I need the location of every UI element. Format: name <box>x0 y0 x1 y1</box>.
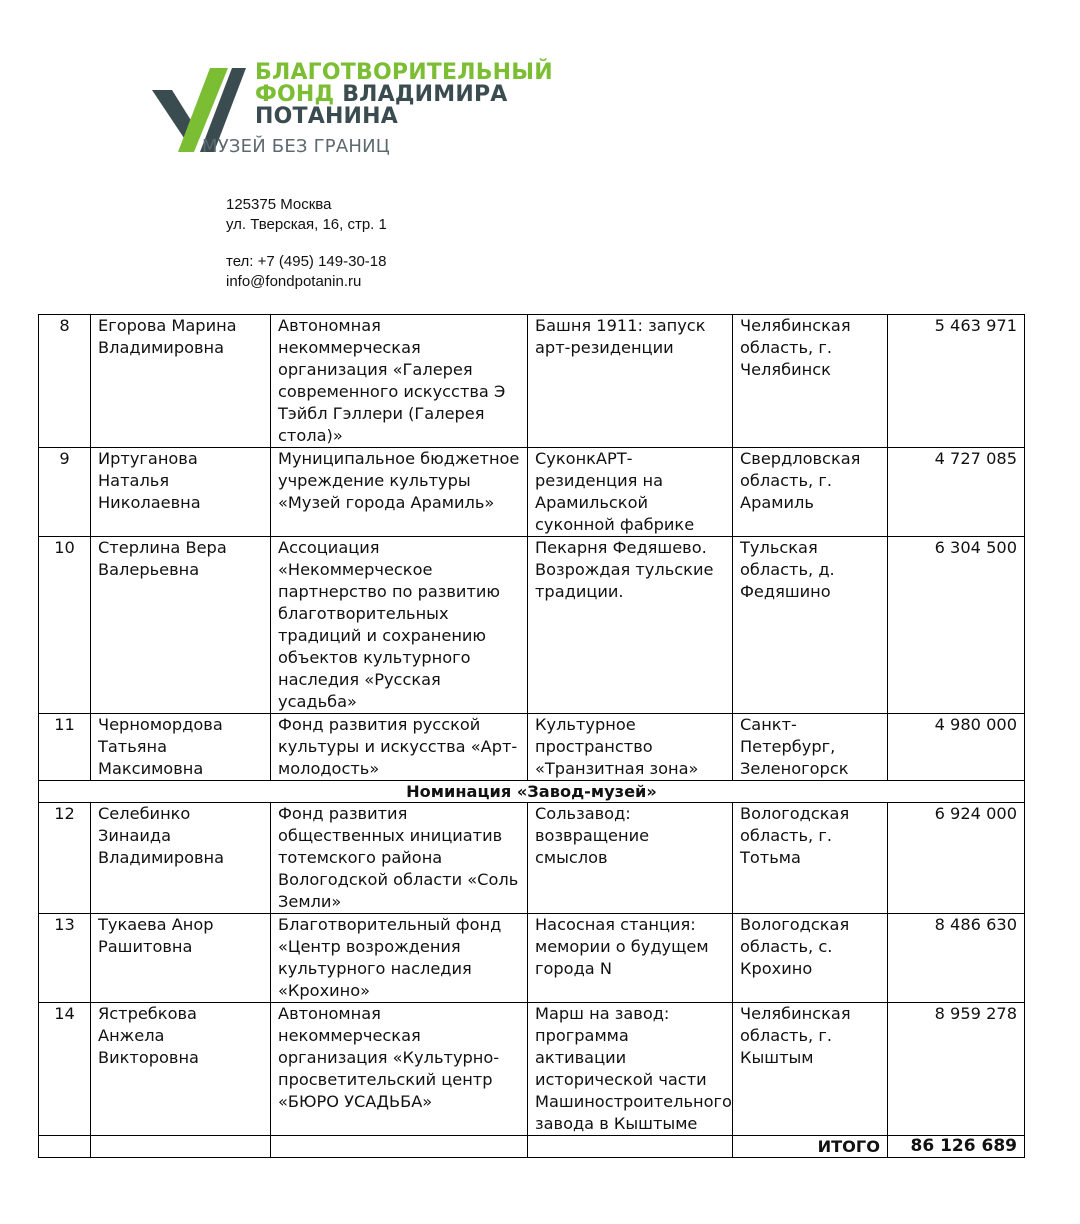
region: Челябинская область, г. Кыштым <box>733 1003 888 1136</box>
region: Тульская область, д. Федяшино <box>733 537 888 714</box>
address-block <box>226 195 387 292</box>
project-title: Марш на завод: программа активации исторической части Машиностроительного завода в Кыштыме <box>528 1003 733 1136</box>
total-label: ИТОГО <box>733 1136 888 1158</box>
row-number: 9 <box>39 448 91 537</box>
logo-subtitle: МУЗЕЙ БЕЗ ГРАНИЦ <box>202 136 390 157</box>
grant-amount: 4 727 085 <box>888 448 1025 537</box>
logo-title <box>255 62 553 128</box>
person-name: Стерлина Вера Валерьевна <box>91 537 271 714</box>
grants-table <box>38 314 1025 1158</box>
grant-amount: 5 463 971 <box>888 315 1025 448</box>
region: Вологодская область, г. Тотьма <box>733 803 888 914</box>
table-row <box>39 315 1025 448</box>
row-number: 12 <box>39 803 91 914</box>
grant-amount: 4 980 000 <box>888 714 1025 781</box>
project-title: Башня 1911: запуск арт-резиденции <box>528 315 733 448</box>
address-line2: ул. Тверская, 16, стр. 1 <box>226 216 387 233</box>
region: Санкт-Петербург, Зеленогорск <box>733 714 888 781</box>
region: Вологодская область, с. Крохино <box>733 914 888 1003</box>
region: Челябинская область, г. Челябинск <box>733 315 888 448</box>
grant-amount: 8 959 278 <box>888 1003 1025 1136</box>
phone: тел: +7 (495) 149-30-18 <box>226 253 387 270</box>
row-number: 10 <box>39 537 91 714</box>
organization: Фонд развития русской культуры и искусства «Арт-молодость» <box>271 714 528 781</box>
person-name: Иртуганова Наталья Николаевна <box>91 448 271 537</box>
person-name: Тукаева Анор Рашитовна <box>91 914 271 1003</box>
row-number: 8 <box>39 315 91 448</box>
foundation-logo <box>150 60 553 160</box>
person-name: Черномордова Татьяна Максимовна <box>91 714 271 781</box>
person-name: Селебинко Зинаида Владимировна <box>91 803 271 914</box>
organization: Благотворительный фонд «Центр возрождения культурного наследия «Крохино» <box>271 914 528 1003</box>
email: info@fondpotanin.ru <box>226 273 362 290</box>
table-row <box>39 448 1025 537</box>
project-title: Сользавод: возвращение смыслов <box>528 803 733 914</box>
row-number: 11 <box>39 714 91 781</box>
address-line1: 125375 Москва <box>226 196 332 213</box>
row-number: 13 <box>39 914 91 1003</box>
total-row <box>39 1136 1025 1158</box>
organization: Ассоциация «Некоммерческое партнерство по развитию благотворительных традиций и сохранению объектов культурного наследия «Русская усадьба» <box>271 537 528 714</box>
nomination-row <box>39 781 1025 803</box>
grant-amount: 6 304 500 <box>888 537 1025 714</box>
table-row <box>39 803 1025 914</box>
project-title: Насосная станция: мемории о будущем города N <box>528 914 733 1003</box>
total-value: 86 126 689 <box>888 1136 1025 1158</box>
project-title: СуконкАРТ-резиденция на Арамильской суконной фабрике <box>528 448 733 537</box>
logo-line1: БЛАГОТВОРИТЕЛЬНЫЙ <box>255 60 553 85</box>
table-row <box>39 714 1025 781</box>
nomination-title: Номинация «Завод-музей» <box>39 781 1025 803</box>
region: Свердловская область, г. Арамиль <box>733 448 888 537</box>
organization: Муниципальное бюджетное учреждение культуры «Музей города Арамиль» <box>271 448 528 537</box>
person-name: Егорова Марина Владимировна <box>91 315 271 448</box>
logo-line2b: ВЛАДИМИРА <box>342 82 508 107</box>
row-number: 14 <box>39 1003 91 1136</box>
table-row <box>39 1003 1025 1136</box>
organization: Автономная некоммерческая организация «Культурно-просветительский центр «БЮРО УСАДЬБА» <box>271 1003 528 1136</box>
table-row <box>39 914 1025 1003</box>
project-title: Культурное пространство «Транзитная зона» <box>528 714 733 781</box>
logo-line3: ПОТАНИНА <box>255 104 399 129</box>
grant-amount: 8 486 630 <box>888 914 1025 1003</box>
project-title: Пекарня Федяшево. Возрождая тульские традиции. <box>528 537 733 714</box>
organization: Фонд развития общественных инициатив тотемского района Вологодской области «Соль Земли» <box>271 803 528 914</box>
table-row <box>39 537 1025 714</box>
logo-line2a: ФОНД <box>255 82 343 107</box>
grant-amount: 6 924 000 <box>888 803 1025 914</box>
organization: Автономная некоммерческая организация «Галерея современного искусства Э Тэйбл Гэллери (Галерея стола)» <box>271 315 528 448</box>
person-name: Ястребкова Анжела Викторовна <box>91 1003 271 1136</box>
